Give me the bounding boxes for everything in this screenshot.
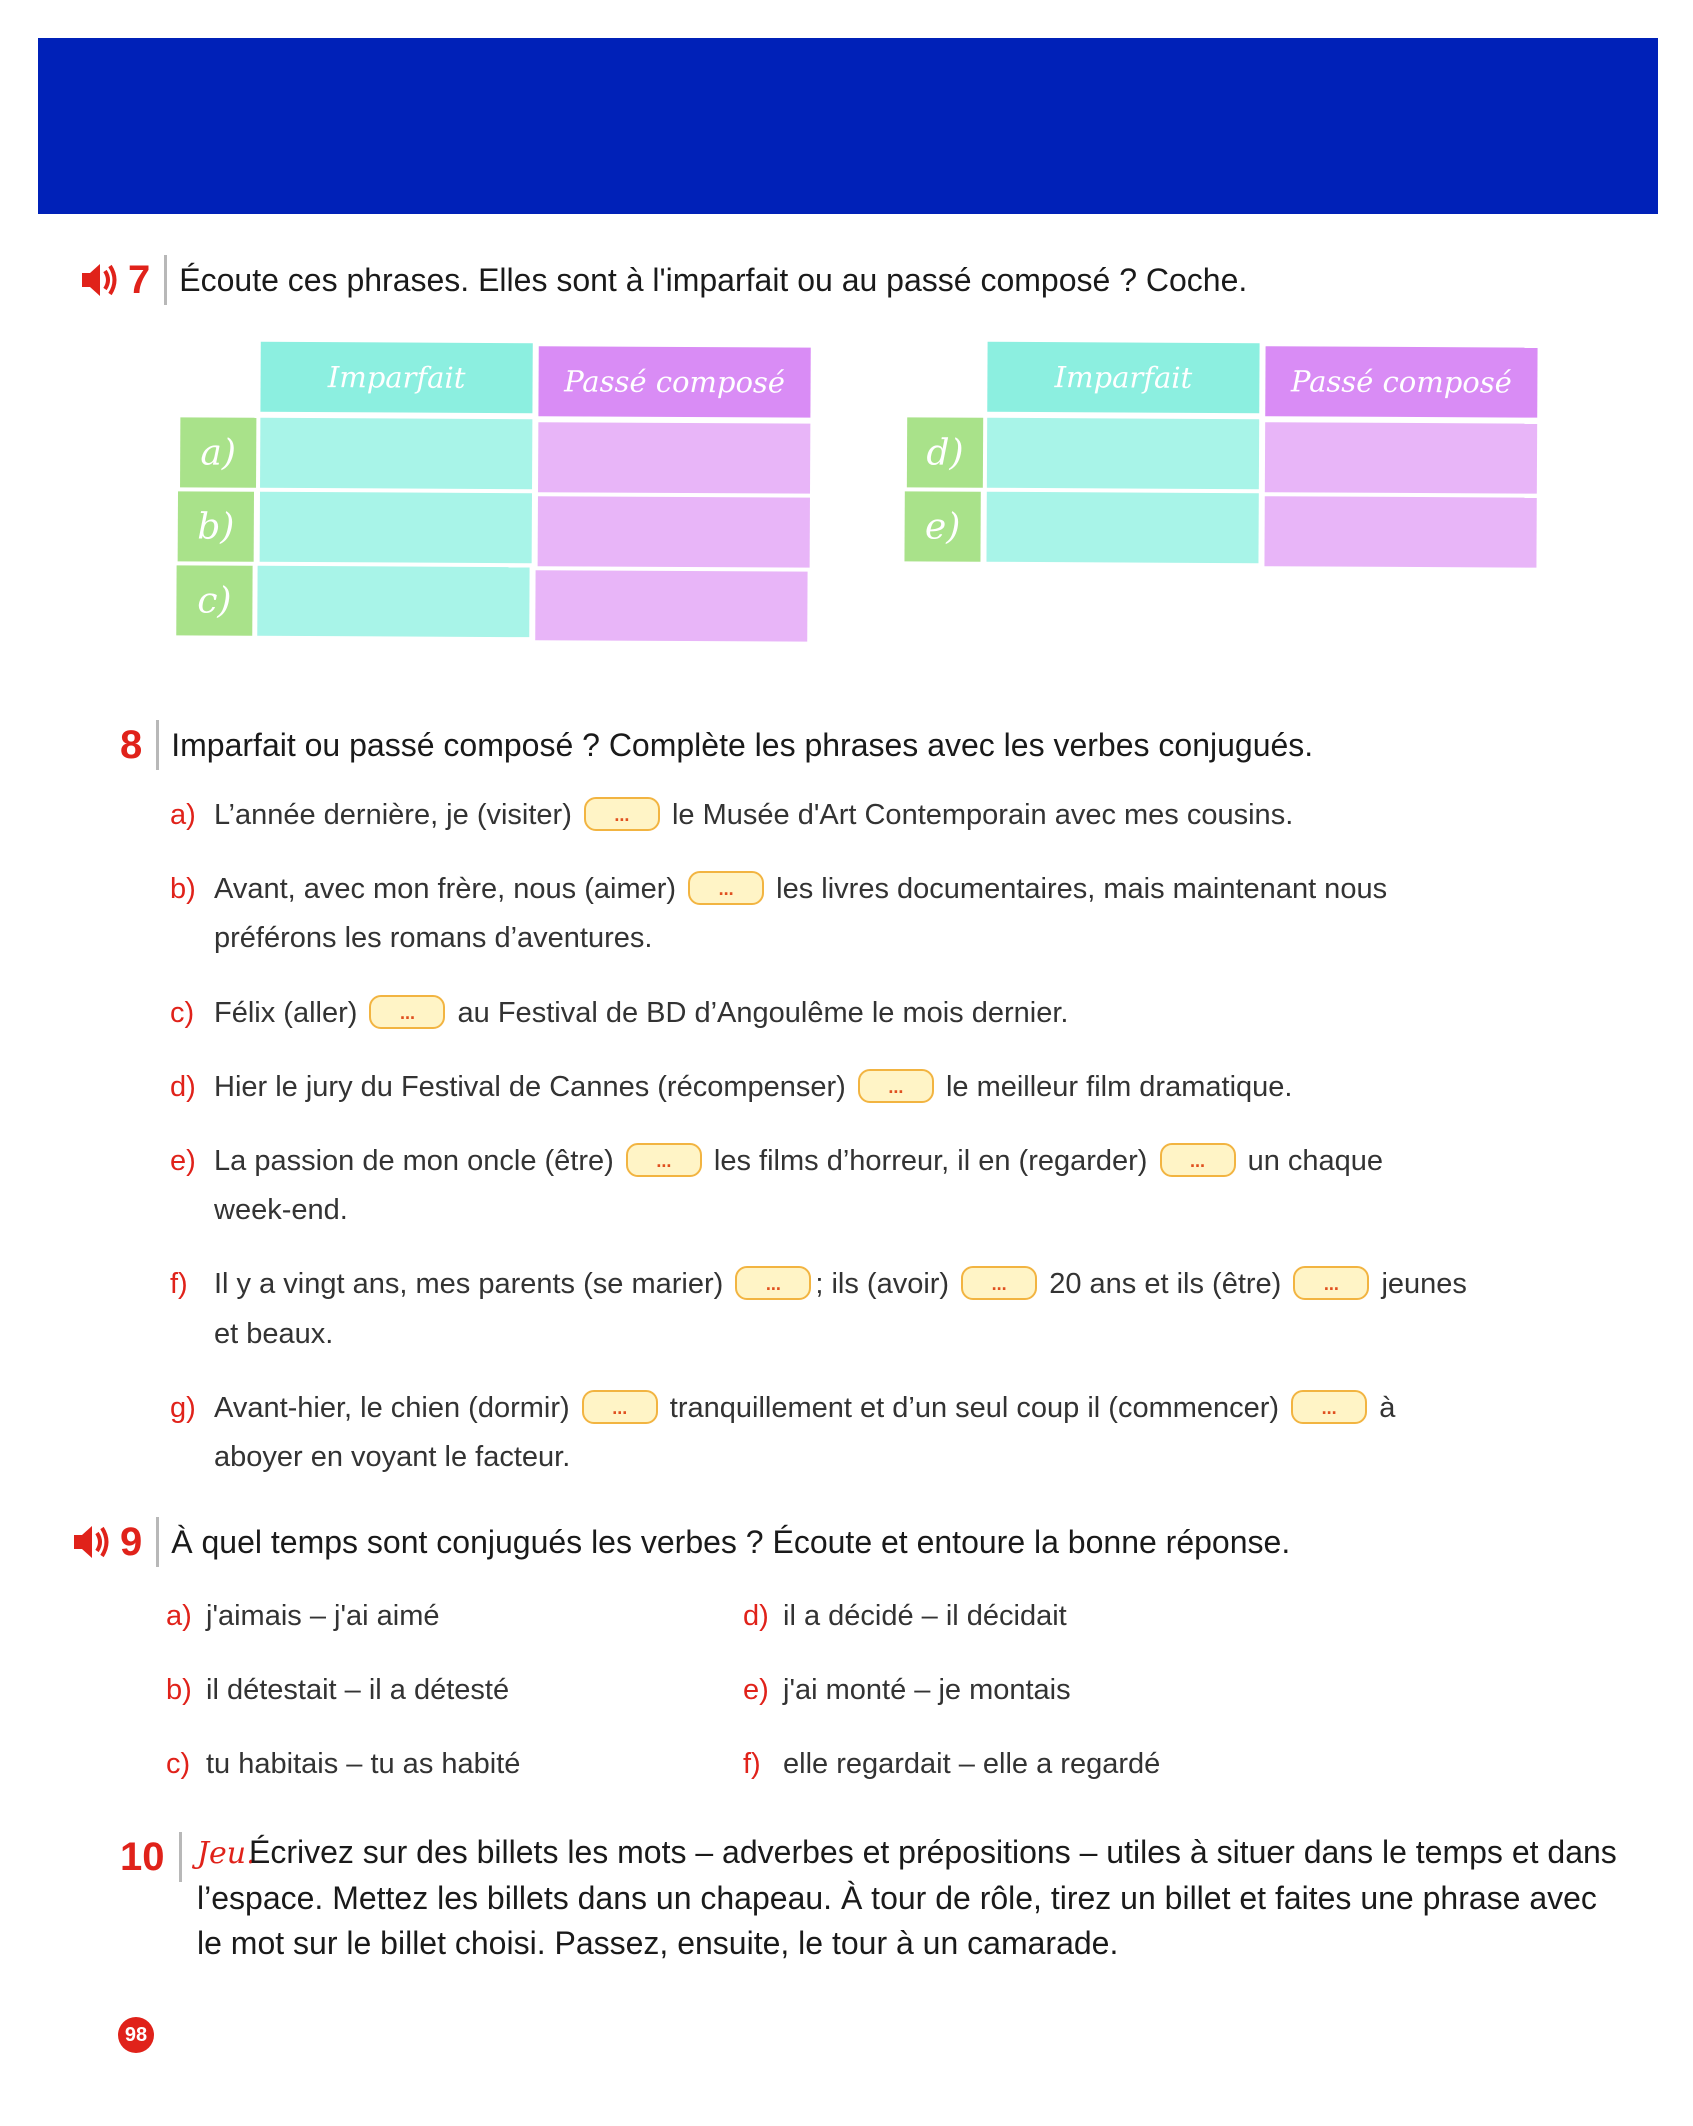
- answer-blank[interactable]: ...: [584, 797, 660, 831]
- sentence-f: [170, 1259, 1467, 1309]
- checkbox-cell[interactable]: [260, 418, 532, 489]
- item-letter: f): [743, 1748, 761, 1780]
- checkbox-cell[interactable]: [535, 570, 807, 641]
- exercise-number: 8: [120, 723, 143, 767]
- header-banner: [38, 38, 1658, 214]
- exercise-number: 9: [120, 1520, 143, 1564]
- item-letter: c): [170, 997, 195, 1029]
- item-letter: d): [170, 1071, 196, 1103]
- answer-blank[interactable]: ...: [858, 1069, 934, 1103]
- option-text: j'aimais – j'ai aimé: [206, 1600, 440, 1632]
- option-d[interactable]: [743, 1600, 1067, 1633]
- sentence-b: [170, 864, 1387, 914]
- option-f[interactable]: [743, 1748, 1160, 1781]
- item-letter: b): [166, 1674, 192, 1706]
- option-text: il a décidé – il décidait: [783, 1600, 1067, 1632]
- answer-table-right: [901, 341, 1542, 574]
- sentence-e: [170, 1136, 1383, 1186]
- page-number-badge: 98: [118, 2017, 154, 2053]
- header-passe-compose: Passé composé: [538, 346, 810, 417]
- speaker-icon[interactable]: [70, 1520, 114, 1564]
- sentence-g-continued: aboyer en voyant le facteur.: [214, 1441, 571, 1473]
- exercise-number: 7: [128, 258, 151, 302]
- checkbox-cell[interactable]: [986, 492, 1258, 563]
- sentence-text: les livres documentaires, mais maintenant nous: [776, 873, 1388, 905]
- checkbox-cell[interactable]: [538, 496, 810, 567]
- sentence-text: Avant-hier, le chien (dormir): [214, 1392, 570, 1424]
- jeu-label: Jeu.: [197, 1836, 256, 1871]
- item-letter: b): [170, 873, 196, 905]
- divider: [156, 1517, 159, 1567]
- answer-blank[interactable]: ...: [1293, 1266, 1369, 1300]
- exercise-10-header: [120, 1832, 194, 1882]
- option-text: il détestait – il a détesté: [206, 1674, 510, 1706]
- sentence-text: tranquillement et d’un seul coup il (commencer): [669, 1392, 1280, 1424]
- exercise-9-header: [70, 1517, 1290, 1567]
- speaker-icon[interactable]: [78, 258, 122, 302]
- row-label: b): [178, 491, 254, 561]
- sentence-text: le meilleur film dramatique.: [945, 1071, 1293, 1103]
- answer-blank[interactable]: ...: [1160, 1143, 1236, 1177]
- sentence-c: [170, 988, 1068, 1038]
- option-text: j'ai monté – je montais: [783, 1674, 1071, 1706]
- exercise-7-header: [78, 255, 1247, 305]
- row-label: d): [907, 417, 983, 487]
- answer-table-left: [174, 341, 816, 644]
- item-letter: a): [170, 799, 196, 831]
- answer-blank[interactable]: ...: [961, 1266, 1037, 1300]
- answer-blank[interactable]: ...: [1291, 1390, 1367, 1424]
- answer-blank[interactable]: ...: [582, 1390, 658, 1424]
- checkbox-cell[interactable]: [538, 422, 810, 493]
- sentence-text: un chaque: [1247, 1145, 1384, 1177]
- exercise-10-text: Écrivez sur des billets les mots – adverbes et prépositions – utiles à situer dans le temps et dans l’espace. Mettez les billets dans un chapeau. À tour de rôle, tirez un billet et faites une phrase avec le mot sur le billet choisi. Passez, ensuite, le tour à un camarade.: [197, 1834, 1617, 1961]
- sentence-text: les films d’horreur, il en (regarder): [713, 1145, 1148, 1177]
- sentence-text: 20 ans et ils (être): [1049, 1268, 1282, 1300]
- exercise-10-body: [197, 1830, 1617, 1966]
- header-imparfait: Imparfait: [260, 342, 532, 413]
- sentence-text: Félix (aller): [214, 997, 358, 1029]
- sentence-text: La passion de mon oncle (être): [214, 1145, 614, 1177]
- option-c[interactable]: [166, 1748, 520, 1781]
- sentence-f-continued: et beaux.: [214, 1318, 334, 1350]
- item-letter: c): [166, 1748, 191, 1780]
- sentence-a: [170, 790, 1293, 840]
- option-e[interactable]: [743, 1674, 1071, 1707]
- sentence-text: Il y a vingt ans, mes parents (se marier): [214, 1268, 724, 1300]
- item-letter: e): [170, 1145, 196, 1177]
- row-label: a): [180, 417, 256, 487]
- answer-blank[interactable]: ...: [735, 1266, 811, 1300]
- sentence-text: L’année dernière, je (visiter): [214, 799, 572, 831]
- checkbox-cell[interactable]: [987, 418, 1259, 489]
- sentence-text: au Festival de BD d’Angoulême le mois dernier.: [457, 997, 1069, 1029]
- sentence-g: [170, 1383, 1395, 1433]
- sentence-text: jeunes: [1381, 1268, 1467, 1300]
- sentence-e-continued: week-end.: [214, 1194, 348, 1226]
- row-label: e): [904, 491, 980, 561]
- item-letter: g): [170, 1392, 196, 1424]
- item-letter: f): [170, 1268, 188, 1300]
- answer-blank[interactable]: ...: [688, 871, 764, 905]
- item-letter: d): [743, 1600, 769, 1632]
- sentence-text: Hier le jury du Festival de Cannes (récompenser): [214, 1071, 846, 1103]
- header-imparfait: Imparfait: [987, 342, 1259, 413]
- answer-blank[interactable]: ...: [369, 995, 445, 1029]
- item-letter: a): [166, 1600, 192, 1632]
- sentence-d: [170, 1062, 1292, 1112]
- sentence-text: le Musée d'Art Contemporain avec mes cousins.: [671, 799, 1294, 831]
- option-text: elle regardait – elle a regardé: [783, 1748, 1161, 1780]
- item-letter: e): [743, 1674, 769, 1706]
- checkbox-cell[interactable]: [257, 566, 529, 637]
- checkbox-cell[interactable]: [1264, 496, 1536, 567]
- option-b[interactable]: [166, 1674, 509, 1707]
- option-a[interactable]: [166, 1600, 440, 1633]
- answer-blank[interactable]: ...: [626, 1143, 702, 1177]
- sentence-text: ; ils (avoir): [815, 1268, 950, 1300]
- row-label: c): [176, 565, 252, 635]
- divider: [156, 720, 159, 770]
- checkbox-cell[interactable]: [1265, 422, 1537, 493]
- exercise-title: À quel temps sont conjugués les verbes ? Écoute et entoure la bonne réponse.: [171, 1523, 1291, 1560]
- header-passe-compose: Passé composé: [1265, 346, 1537, 417]
- checkbox-cell[interactable]: [260, 492, 532, 563]
- sentence-text: Avant, avec mon frère, nous (aimer): [214, 873, 677, 905]
- exercise-title: Imparfait ou passé composé ? Complète les phrases avec les verbes conjugués.: [171, 726, 1314, 763]
- exercise-title: Écoute ces phrases. Elles sont à l'imparfait ou au passé composé ? Coche.: [179, 261, 1248, 298]
- exercise-8-header: [120, 720, 1313, 770]
- divider: [179, 1832, 182, 1882]
- sentence-text: à: [1379, 1392, 1396, 1424]
- sentence-b-continued: préférons les romans d’aventures.: [214, 922, 653, 954]
- divider: [164, 255, 167, 305]
- option-text: tu habitais – tu as habité: [206, 1748, 521, 1780]
- exercise-number: 10: [120, 1835, 165, 1879]
